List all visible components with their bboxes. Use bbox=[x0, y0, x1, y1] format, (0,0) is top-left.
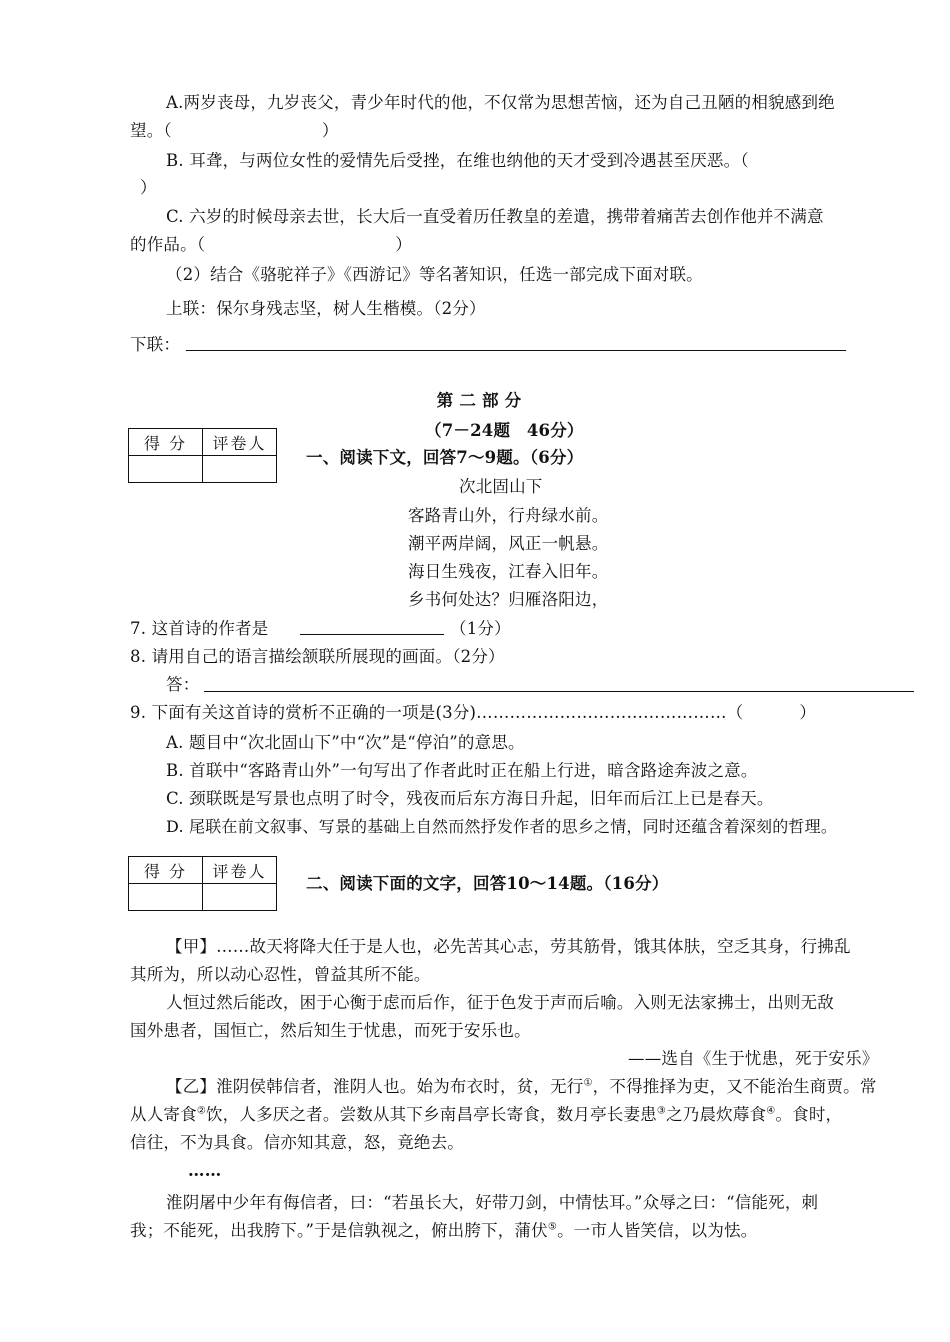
poem-line: 客路青山外，行舟绿水前。 bbox=[408, 506, 609, 525]
section-1-heading: 一、阅读下文，回答7～9题。（6分） bbox=[306, 448, 584, 467]
q7-score: （1分） bbox=[450, 619, 511, 638]
q8-answer-line[interactable] bbox=[204, 691, 914, 692]
question-9: 9. 下面有关这首诗的赏析不正确的一项是(3分)………………………………………（ ） bbox=[130, 703, 817, 722]
passage-jia-line3: 人恒过然后能改，困于心衡于虑而后作，征于色发于声而后喻。入则无法家拂士，出则无敌 bbox=[166, 993, 834, 1012]
q8-answer-label: 答： bbox=[166, 675, 200, 694]
option-a-line2: 望。（ ） bbox=[130, 121, 339, 140]
part2-subtitle: （7－24题 46分） bbox=[425, 421, 584, 440]
poem-title: 次北固山下 bbox=[459, 477, 543, 496]
passage-yi-line2: 从人寄食②饮，人多厌之者。尝数从其下乡南昌亭长寄食，数月亭长妻患③之乃晨炊蓐食④。食时， bbox=[130, 1105, 843, 1124]
poem-line: 乡书何处达？归雁洛阳边， bbox=[408, 590, 609, 609]
option-a-line1: A.两岁丧母，九岁丧父，青少年时代的他，不仅常为思想苦恼，还为自己丑陋的相貌感到绝 bbox=[166, 93, 835, 112]
passage-ellipsis: …… bbox=[188, 1161, 222, 1180]
section-2-heading: 二、阅读下面的文字，回答10～14题。（16分） bbox=[306, 874, 669, 893]
q9-option-d: D. 尾联在前文叙事、写景的基础上自然而然抒发作者的思乡之情，同时还蕴含着深刻的哲理。 bbox=[166, 817, 838, 836]
poem-line: 潮平两岸阔，风正一帆悬。 bbox=[408, 534, 609, 553]
score-box-1 bbox=[128, 428, 277, 483]
grader-header: 评卷人 bbox=[203, 857, 277, 884]
passage-yi-line1: 【乙】淮阴侯韩信者，淮阴人也。始为布衣时，贫，无行①，不得推择为吏，又不能治生商贾。常 bbox=[166, 1077, 877, 1096]
passage-jia-line2: 其所为，所以动心忍性，曾益其所不能。 bbox=[130, 965, 431, 984]
shanglian: 上联：保尔身残志坚，树人生楷模。（2分） bbox=[166, 299, 486, 318]
score-cell[interactable] bbox=[129, 456, 203, 483]
passage-yi-line4: 淮阴屠中少年有侮信者，曰：“若虽长大，好带刀剑，中情怯耳。”众辱之曰：“信能死，刺 bbox=[166, 1193, 819, 1212]
passage-yi-line3: 信往，不为具食。信亦知其意，怒，竟绝去。 bbox=[130, 1133, 464, 1152]
option-c-line1: C. 六岁的时候母亲去世，长大后一直受着历任教皇的差遣，携带着痛苦去创作他并不满意 bbox=[166, 207, 824, 226]
score-header: 得 分 bbox=[129, 429, 203, 456]
score-box-2 bbox=[128, 856, 277, 911]
passage-yi-line5: 我；不能死，出我胯下。”于是信孰视之，俯出胯下，蒲伏⑤。一市人皆笑信，以为怯。 bbox=[130, 1221, 758, 1240]
score-header: 得 分 bbox=[129, 857, 203, 884]
option-b-line2: ） bbox=[140, 178, 157, 197]
score-cell[interactable] bbox=[129, 884, 203, 911]
question-8: 8. 请用自己的语言描绘颔联所展现的画面。（2分） bbox=[130, 647, 505, 666]
poem-line: 海日生残夜，江春入旧年。 bbox=[408, 562, 609, 581]
option-b-line1: B. 耳聋，与两位女性的爱情先后受挫，在维也纳他的天才受到冷遇甚至厌恶。（ bbox=[166, 151, 749, 170]
xialian-answer-line[interactable] bbox=[186, 350, 846, 351]
grader-cell[interactable] bbox=[203, 884, 277, 911]
grader-cell[interactable] bbox=[203, 456, 277, 483]
option-c-line2: 的作品。（ ） bbox=[130, 235, 412, 254]
q9-option-c: C. 颈联既是写景也点明了时令，残夜而后东方海日升起，旧年而后江上已是春天。 bbox=[166, 789, 774, 808]
question-2: （2）结合《骆驼祥子》《西游记》等名著知识，任选一部完成下面对联。 bbox=[166, 265, 703, 284]
passage-jia-line4: 国外患者，国恒亡，然后知生于忧患，而死于安乐也。 bbox=[130, 1021, 531, 1040]
passage-jia-line1: 【甲】……故天将降大任于是人也，必先苦其心志，劳其筋骨，饿其体肤，空乏其身，行拂乱 bbox=[166, 937, 851, 956]
part2-title: 第 二 部 分 bbox=[436, 391, 522, 410]
xialian-label: 下联： bbox=[130, 335, 181, 354]
passage-source: ——选自《生于忧患，死于安乐》 bbox=[628, 1049, 879, 1068]
q9-option-a: A. 题目中“次北固山下”中“次”是“停泊”的意思。 bbox=[166, 733, 525, 752]
question-7: 7. 这首诗的作者是 bbox=[130, 619, 269, 638]
q7-answer-line[interactable] bbox=[300, 634, 444, 635]
grader-header: 评卷人 bbox=[203, 429, 277, 456]
q9-option-b: B. 首联中“客路青山外”一句写出了作者此时正在船上行进，暗含路途奔波之意。 bbox=[166, 761, 758, 780]
